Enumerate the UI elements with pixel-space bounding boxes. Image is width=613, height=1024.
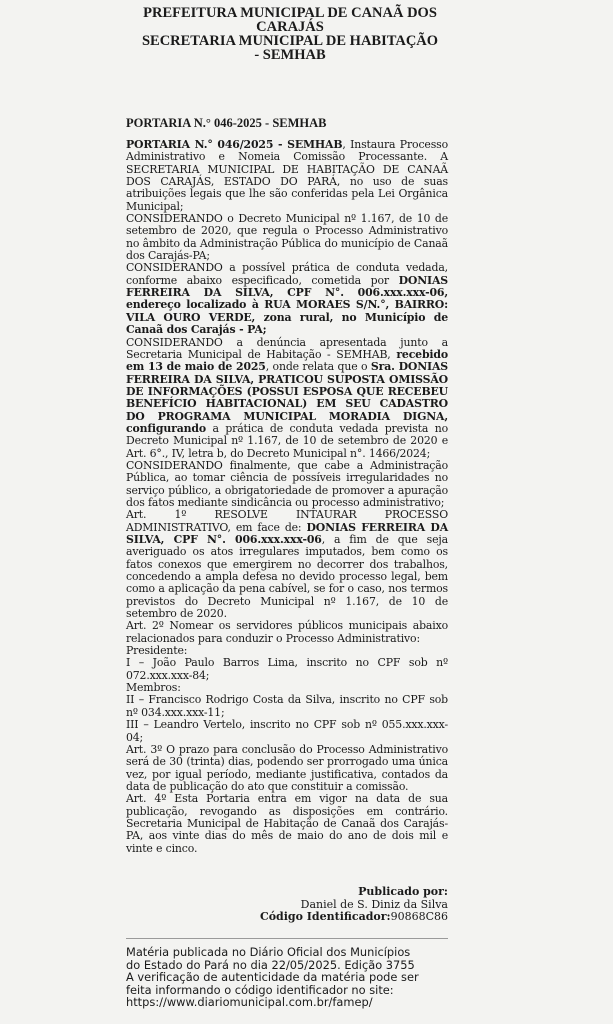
footer-divider <box>126 938 448 939</box>
paragraph-art-1: Art. 1º RESOLVE INTAURAR PROCESSO ADMINISTRATIVO, em face de: DONIAS FERREIRA DA SILVA, CPF N°. 006.xxx.xxx-06, a fim de que seja averiguado os atos irregulares imputados, bem como os fatos conexos que emergirem no decorrer dos trabalhos, concedendo a ampla defesa no devido processo legal, bem como a aplicação da pena cabível, se for o caso, nos termos previstos do Decreto Municipal nº 1.167, de 10 de setembro de 2020. <box>126 508 449 621</box>
paragraph-art-2: Art. 2º Nomear os servidores públicos municipais abaixo relacionados para conduzir o Processo Administrativo: <box>126 619 448 645</box>
header-line-2: SECRETARIA MUNICIPAL DE HABITAÇÃO - SEMHAB <box>141 33 439 63</box>
identifier-code: Código Identificador:90868C86 <box>259 910 448 923</box>
footer-line-4: feita informando o código identificador no site: <box>126 982 394 997</box>
paragraph-considerando-decreto: CONSIDERANDO o Decreto Municipal nº 1.167, de 10 de setembro de 2020, que regula o Processo Administrativo no âmbito da Administração Pública do município de Canaã dos Carajás-PA; <box>126 212 448 263</box>
portaria-title: PORTARIA N.° 046-2025 - SEMHAB <box>126 116 327 130</box>
paragraph-art-3: Art. 3º O prazo para conclusão do Processo Administrativo será de 30 (trinta) dias, podendo ser prorrogado uma única vez, por igual período, mediante justificativa, contados da data de publicação do ato que constituir a comissão. <box>126 742 448 793</box>
footer-line-1: Matéria publicada no Diário Oficial dos Municípios <box>126 945 411 959</box>
label-membros: Membros: <box>126 681 181 695</box>
member-presidente: I – João Paulo Barros Lima, inscrito no CPF sob nº 072.xxx.xxx-84; <box>126 656 448 682</box>
footer-line-2: do Estado do Pará no dia 22/05/2025. Edição 3755 <box>126 957 415 972</box>
paragraph-considerando-denuncia: CONSIDERANDO a denúncia apresentada junto a Secretaria Municipal de Habitação - SEMHAB, recebido em 13 de maio de 2025, onde relata que o Sra. DONIAS FERREIRA DA SILVA, PRATICOU SUPOSTA OMISSÃO DE INFORMAÇÕES (POSSUI ESPOSA QUE RECEBEU BENEFÍCIO HABITACIONAL) EM SEU CADASTRO DO PROGRAMA MUNICIPAL MORADIA DIGNA, configurando a prática de conduta vedada prevista no Decreto Municipal nº 1.167, de 10 de setembro de 2020 e Art. 6°., IV, letra b, do Decreto Municipal n°. 1466/2024; <box>126 335 448 460</box>
signature-block <box>260 886 448 924</box>
paragraph-considerando-conduta: CONSIDERANDO a possível prática de conduta vedada, conforme abaixo especificado, cometida por DONIAS FERREIRA DA SILVA, CPF N°. 006.xxx.xxx-06, endereço localizado à RUA MORAES S/N.°, BAIRRO: VILA OURO VERDE, zona rural, no Município de Canaã dos Carajás - PA; <box>126 261 448 337</box>
publication-footer <box>126 946 456 1009</box>
member-3: III – Leandro Vertelo, inscrito no CPF sob nº 055.xxx.xxx-04; <box>126 718 448 744</box>
footer-line-3: A verificação de autenticidade da matéria pode ser <box>126 970 419 985</box>
portaria-number: PORTARIA N.° 046/2025 - SEMHAB <box>126 138 343 151</box>
paragraph-intro: PORTARIA N.° 046/2025 - SEMHAB, Instaura Processo Administrativo e Nomeia Comissão Processante. A SECRETARIA MUNICIPAL DE HABITAÇÃO DE CANAÃ DOS CARAJÁS, ESTADO DO PARÁ, no uso de suas atribuições legais que lhe são conferidas pela Lei Orgânica Municipal; <box>126 138 448 213</box>
footer-url[interactable]: https://www.diariomunicipal.com.br/famep/ <box>126 995 373 1010</box>
header-line-1: PREFEITURA MUNICIPAL DE CANAÃ DOS CARAJÁS <box>143 5 437 35</box>
published-by-label: Publicado por: <box>358 885 448 898</box>
document-body <box>126 139 448 855</box>
document-header <box>140 6 440 62</box>
member-2: II – Francisco Rodrigo Costa da Silva, inscrito no CPF sob nº 034.xxx.xxx-11; <box>126 693 448 719</box>
paragraph-art-4: Art. 4º Esta Portaria entra em vigor na data de sua publicação, revogando as disposições em contrário. Secretaria Municipal de Habitação de Canaã dos Carajás-PA, aos vinte dias do mês de maio do ano de dois mil e vinte e cinco. <box>126 792 448 855</box>
publisher-name: Daniel de S. Diniz da Silva <box>300 897 448 911</box>
paragraph-considerando-finalmente: CONSIDERANDO finalmente, que cabe a Administração Pública, ao tomar ciência de possíveis irregularidades no serviço público, a obrigatoriedade de promover a apuração dos fatos mediante sindicância ou processo administrativo; <box>126 458 448 509</box>
label-presidente: Presidente: <box>126 644 188 658</box>
